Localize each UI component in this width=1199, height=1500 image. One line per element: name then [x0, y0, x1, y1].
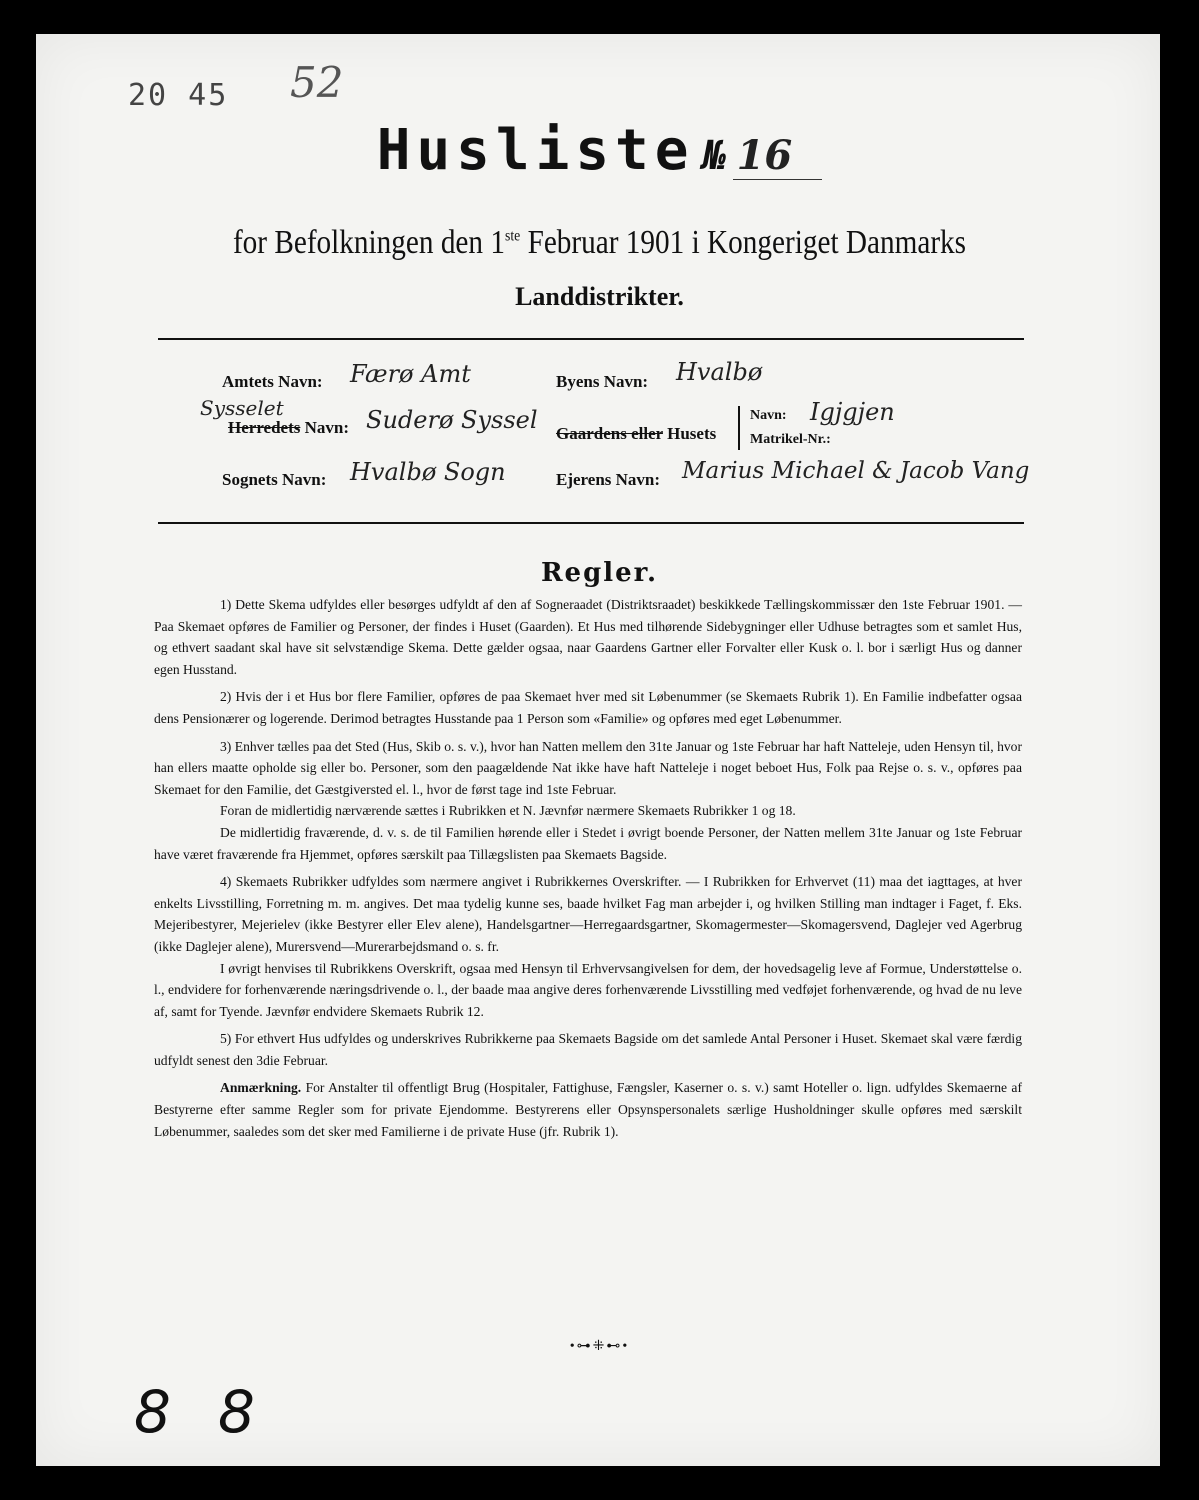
herred-label-struck: Herredets — [228, 418, 301, 437]
remark-label: Anmærkning. — [220, 1080, 302, 1096]
document-subtitle-district: Landdistrikter. — [515, 282, 684, 311]
husets-brace — [738, 406, 740, 450]
rule-3-cont-2: De midlertidig fraværende, d. v. s. de til Familien hørende eller i Stedet i øvrigt boende Personer, der Natten mellem 31te Januar og 1ste Februar have været fraværende fra Hjemmet, opføres særskilt paa Tillægslisten paa Skemaets Bagside. — [154, 824, 1022, 862]
navn-value: Igjgjen — [810, 398, 895, 426]
husets-label — [556, 424, 716, 444]
herred-label-navn: Navn: — [304, 418, 350, 437]
subtitle-pre: for Befolkningen den 1 — [232, 224, 505, 261]
ejer-value: Marius Michael & Jacob Vang — [682, 458, 1030, 484]
rule-4-cont: I øvrigt henvises til Rubrikkens Overskrift, ogsaa med Hensyn til Erhvervsangivelsen for dem, der hovedsagelig leve af Formue, Understøttelse o. l., endvidere for forhenværende næringsdrivende o. l., der baade maa angive deres forhenværende Livsstilling med vedføjet forhenværende, og hvad de nu leve af, samt for Tyende. Jævnfør endvidere Skemaets Rubrik 12. — [154, 960, 1022, 1019]
list-number: 16 — [733, 132, 823, 180]
bottom-note-2: 8 — [218, 1378, 255, 1446]
amt-value: Færø Amt — [350, 360, 471, 388]
husets-label-text: Husets — [667, 424, 717, 443]
archive-stamp: 20 45 — [128, 78, 229, 113]
sogn-label: Sognets Navn: — [222, 470, 327, 489]
sogn-value: Hvalbø Sogn — [350, 458, 506, 486]
remark-text: For Anstalter til offentligt Brug (Hospitaler, Fattighuse, Fængsler, Kaserner o. s. v.) samt Hoteller o. lign. udfyldes Skemaerne af Bestyrerne efter samme Regler som for private Ejendomme. Bestyrerens eller Opsynspersonalets særlige Husholdninger skulle opføres med særskilt Løbenummer, saaledes som det sker med Familierne i de private Huse (jfr. Rubrik 1). — [154, 1080, 1022, 1139]
by-value: Hvalbø — [676, 358, 763, 386]
subtitle-post: Februar 1901 i Kongeriget Danmarks — [520, 224, 967, 261]
rule-5: 5) For ethvert Hus udfyldes og underskrives Rubrikkerne paa Skemaets Bagside om det samlede Antal Personer i Huset. Skemaet skal være færdig udfyldt senest den 3die Februar. — [154, 1031, 1022, 1068]
amt-label: Amtets Navn: — [222, 372, 323, 391]
herred-value: Suderø Syssel — [366, 406, 538, 434]
rules-heading: Regler. — [540, 558, 659, 588]
handwritten-page-number: 52 — [290, 58, 344, 107]
rules-body — [154, 594, 1022, 1148]
herred-label — [228, 418, 349, 438]
subtitle-sup: ste — [504, 227, 521, 245]
rule-2: 2) Hvis der i et Hus bor flere Familier, opføres de paa Skemaet hver med sit Løbenummer (se Skemaets Rubrik 1). En Familie indbefatter ogsaa dens Pensionærer og logerende. Derimod betragtes Husstande paa 1 Person som «Familie» og opføres med eget Løbenummer. — [154, 689, 1022, 726]
number-sign: № — [702, 133, 727, 179]
rule-3-cont-1: Foran de midlertidig nærværende sættes i Rubrikken et N. Jævnfør nærmere Skemaets Rubrikker 1 og 18. — [220, 803, 796, 819]
herred-handwritten-note: Sysselet — [200, 396, 284, 420]
matrikel-label: Matrikel-Nr.: — [750, 432, 831, 447]
document-title — [0, 118, 1199, 183]
remark — [154, 1077, 1022, 1142]
by-label: Byens Navn: — [556, 372, 649, 391]
rule-4: 4) Skemaets Rubrikker udfyldes som nærmere angivet i Rubrikkernes Overskrifter. — I Rubrikken for Erhvervet (11) maa det iagttages, at hver enkelts Livsstilling, Forretning m. m. angives. Det maa tydelig kunne ses, baade hvilket Fag man arbejder i, og hvilken Stilling man indtager i Faget, f. Eks. Mejeribestyrer, Mejerielev (ikke Bestyrer eller Elev alene), Handelsgartner—Herregaardsgartner, Skomagermester—Skomagersvend, Daglejer ved Agerbrug (ikke Daglejer alene), Murersvend—Murerarbejdsmand o. s. fr. — [154, 874, 1022, 954]
rule-3: 3) Enhver tælles paa det Sted (Hus, Skib o. s. v.), hvor han Natten mellem den 31te Januar og 1ste Februar har haft Natteleje, uden Hensyn til, hvor han ellers maatte opholde sig eller bo. Personer, som den paagældende Nat ikke have haft Natteleje i noget beboet Hus, Folk paa Rejse o. s. v., opføres paa Skemaet for den Familie, det Gæstgiversted el. l., hvor de først tage ind 1ste Februar. — [154, 738, 1022, 797]
gaard-label-struck: Gaardens eller — [556, 424, 663, 443]
ornament-divider: •⊶⁜⊷• — [569, 1339, 630, 1354]
rule-1: 1) Dette Skema udfyldes eller besørges udfyldt af den af Sogneraadet (Distriktsraadet) beskikkede Tællingskommissær den 1ste Februar 1901. — Paa Skemaet opføres de Familier og Personer, der findes i Huset (Gaarden). Et Hus med tilhørende Sidebygninger eller Udhuse betragtes som et samlet Hus, og ethvert saadant skal have sit selvstændige Skema. Dette gælder ogsaa, naar Gaardens Gartner eller Forvalter eller Kusk o. l. bor i særligt Hus og danner egen Husstand. — [154, 597, 1022, 677]
top-divider — [158, 338, 1024, 340]
ejer-label: Ejerens Navn: — [556, 470, 661, 489]
bottom-note-1: 8 — [134, 1378, 171, 1446]
bottom-divider — [158, 522, 1024, 524]
navn-label: Navn: — [750, 408, 787, 423]
document-subtitle — [84, 224, 1115, 262]
title-text: Husliste — [376, 118, 695, 183]
